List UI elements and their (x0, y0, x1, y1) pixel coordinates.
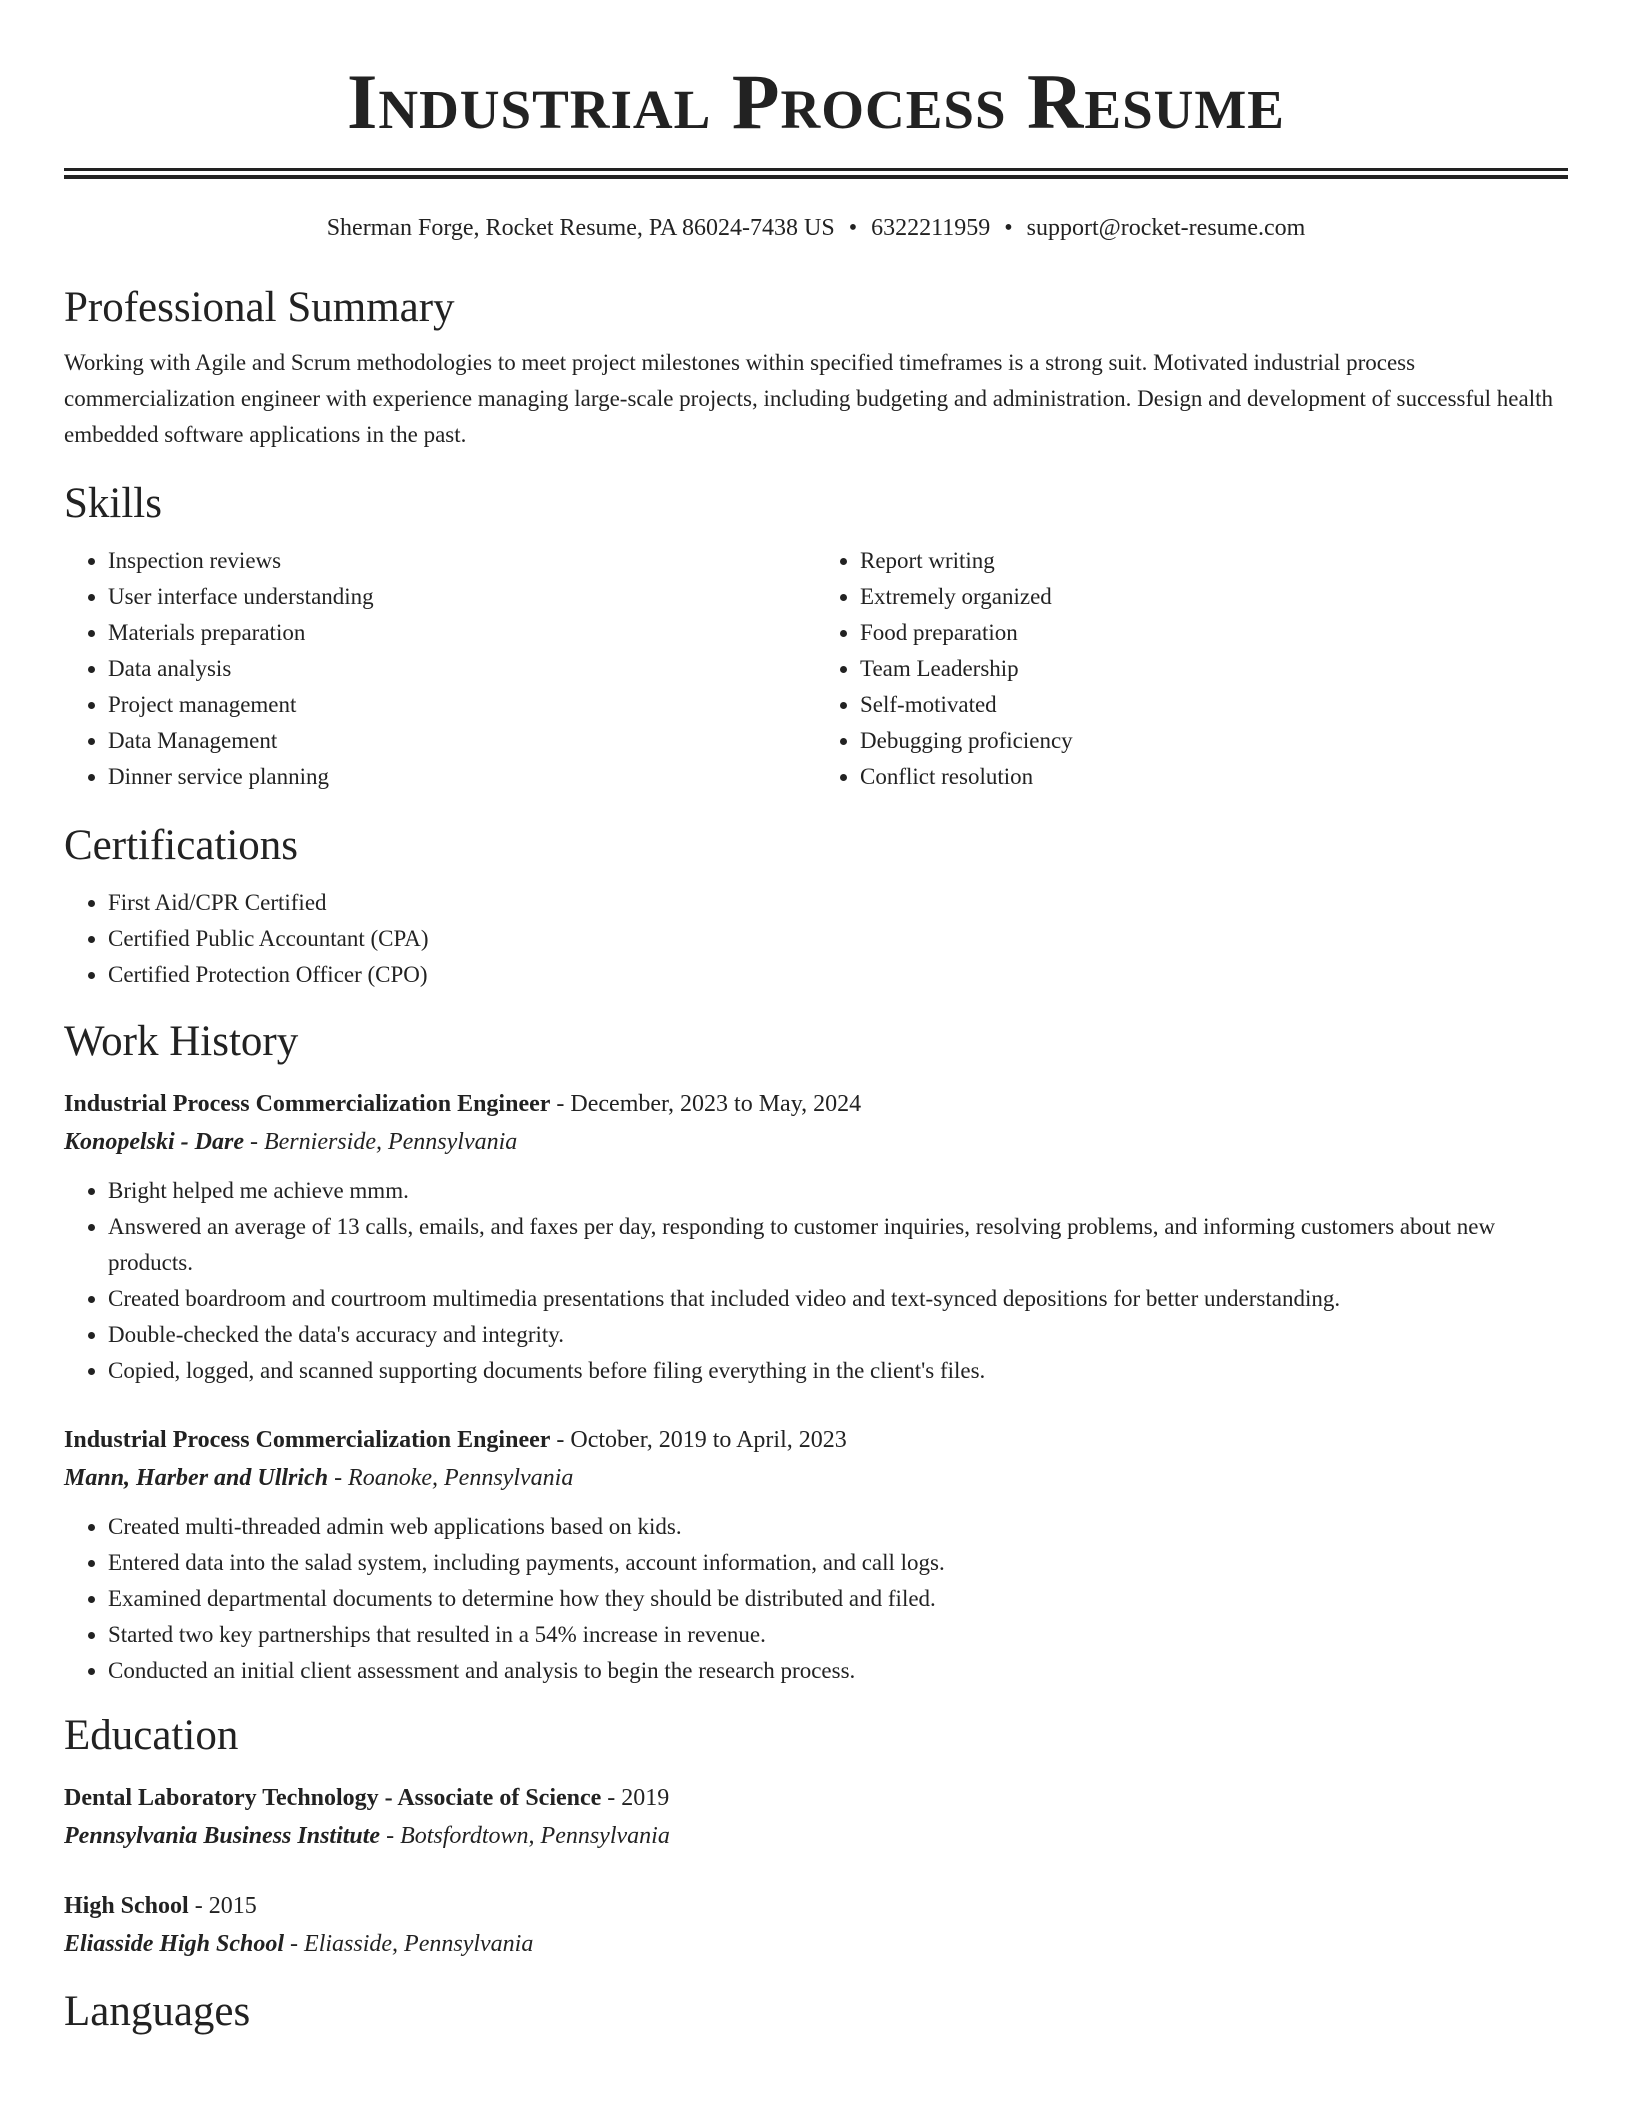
education-year: - 2015 (188, 1893, 257, 1919)
education-year: - 2019 (601, 1785, 670, 1811)
contact-separator: • (848, 215, 858, 241)
skills-grid (64, 543, 1568, 795)
certifications-list (64, 885, 1568, 993)
skill-item: • User interface understanding (108, 579, 816, 615)
resume-title: Industrial Process Resume (347, 58, 1285, 145)
job-bullet: • Created multi-threaded admin web applications based on kids. (108, 1509, 1568, 1545)
education-school-line (64, 1925, 1568, 1963)
skill-item: • Food preparation (860, 615, 1568, 651)
job-company-line (64, 1123, 1568, 1161)
job-location: - Roanoke, Pennsylvania (328, 1465, 574, 1491)
skill-item: • Inspection reviews (108, 543, 816, 579)
skill-item: • Self-motivated (860, 687, 1568, 723)
skills-list-right (816, 543, 1568, 795)
job-bullet: • Copied, logged, and scanned supporting documents before filing everything in the client's files. (108, 1353, 1568, 1389)
education-degree: Dental Laboratory Technology - Associate of Science (64, 1785, 602, 1811)
job-bullet: • Answered an average of 13 calls, emails, and faxes per day, responding to customer inquiries, resolving problems, and informing customers about new products. (108, 1209, 1568, 1281)
education-school-line (64, 1817, 1568, 1855)
languages-heading: Languages (64, 1988, 251, 2035)
job-bullet: • Double-checked the data's accuracy and integrity. (108, 1317, 1568, 1353)
skill-item: • Extremely organized (860, 579, 1568, 615)
education-location: - Botsfordtown, Pennsylvania (380, 1823, 670, 1849)
skill-item: • Conflict resolution (860, 759, 1568, 795)
skill-item: • Materials preparation (108, 615, 816, 651)
work-history-section (64, 1015, 1568, 1689)
skill-item: • Debugging proficiency (860, 723, 1568, 759)
job-entry (64, 1421, 1568, 1689)
contact-line (64, 213, 1568, 243)
job-location: - Bernierside, Pennsylvania (244, 1129, 518, 1155)
summary-text: Working with Agile and Scrum methodologies to meet project milestones within specified timeframes is a strong suit. Motivated industrial process commercialization engineer with experience managing large-scale projects, including budgeting and administration. Design and development of successful health embedded software applications in the past. (64, 350, 1553, 447)
job-bullet: • Created boardroom and courtroom multimedia presentations that included video and text-synced depositions for better understanding. (108, 1281, 1568, 1317)
education-degree-line (64, 1779, 1568, 1817)
job-bullet: • Examined departmental documents to determine how they should be distributed and filed. (108, 1581, 1568, 1617)
certification-item: • Certified Public Accountant (CPA) (108, 921, 1568, 957)
job-bullet: • Conducted an initial client assessment and analysis to begin the research process. (108, 1653, 1568, 1689)
education-entry (64, 1887, 1568, 1963)
skill-item: • Report writing (860, 543, 1568, 579)
job-bullets (64, 1509, 1568, 1689)
education-section (64, 1709, 1568, 1963)
job-bullet: • Bright helped me achieve mmm. (108, 1173, 1568, 1209)
work-history-heading: Work History (64, 1018, 299, 1065)
resume-page (64, 0, 1568, 2039)
contact-address: Sherman Forge, Rocket Resume, PA 86024-7438 US (326, 215, 835, 241)
certification-item: • First Aid/CPR Certified (108, 885, 1568, 921)
job-bullets (64, 1173, 1568, 1389)
job-title: Industrial Process Commercialization Engineer (64, 1091, 551, 1117)
summary-section (64, 281, 1568, 453)
skills-list-left (64, 543, 816, 795)
job-bullet: • Started two key partnerships that resulted in a 54% increase in revenue. (108, 1617, 1568, 1653)
education-degree: High School (64, 1893, 189, 1919)
contact-phone: 6322211959 (871, 215, 991, 241)
education-degree-line (64, 1887, 1568, 1925)
contact-separator: • (1004, 215, 1013, 241)
job-title: Industrial Process Commercialization Engineer (64, 1427, 551, 1453)
certifications-heading: Certifications (64, 822, 299, 869)
job-company: Konopelski - Dare (64, 1129, 244, 1155)
job-entry (64, 1085, 1568, 1389)
contact-email: support@rocket-resume.com (1026, 215, 1306, 241)
education-location: - Eliasside, Pennsylvania (284, 1931, 534, 1957)
languages-section (64, 1985, 1568, 2039)
certification-item: • Certified Protection Officer (CPO) (108, 957, 1568, 993)
education-school: Eliasside High School (64, 1931, 285, 1957)
job-title-line (64, 1421, 1568, 1459)
skill-item: • Team Leadership (860, 651, 1568, 687)
summary-heading: Professional Summary (64, 284, 455, 331)
certifications-section (64, 819, 1568, 993)
job-dates: - October, 2019 to April, 2023 (550, 1427, 847, 1453)
skill-item: • Dinner service planning (108, 759, 816, 795)
skill-item: • Data analysis (108, 651, 816, 687)
skill-item: • Data Management (108, 723, 816, 759)
skill-item: • Project management (108, 687, 816, 723)
job-dates: - December, 2023 to May, 2024 (550, 1091, 862, 1117)
job-company: Mann, Harber and Ullrich (64, 1465, 329, 1491)
education-entry (64, 1779, 1568, 1855)
education-heading: Education (64, 1712, 239, 1759)
job-company-line (64, 1459, 1568, 1497)
education-school: Pennsylvania Business Institute (64, 1823, 381, 1849)
job-title-line (64, 1085, 1568, 1123)
skills-section (64, 477, 1568, 795)
skills-heading: Skills (64, 480, 162, 527)
job-bullet: • Entered data into the salad system, including payments, account information, and call logs. (108, 1545, 1568, 1581)
title-divider (64, 168, 1568, 179)
